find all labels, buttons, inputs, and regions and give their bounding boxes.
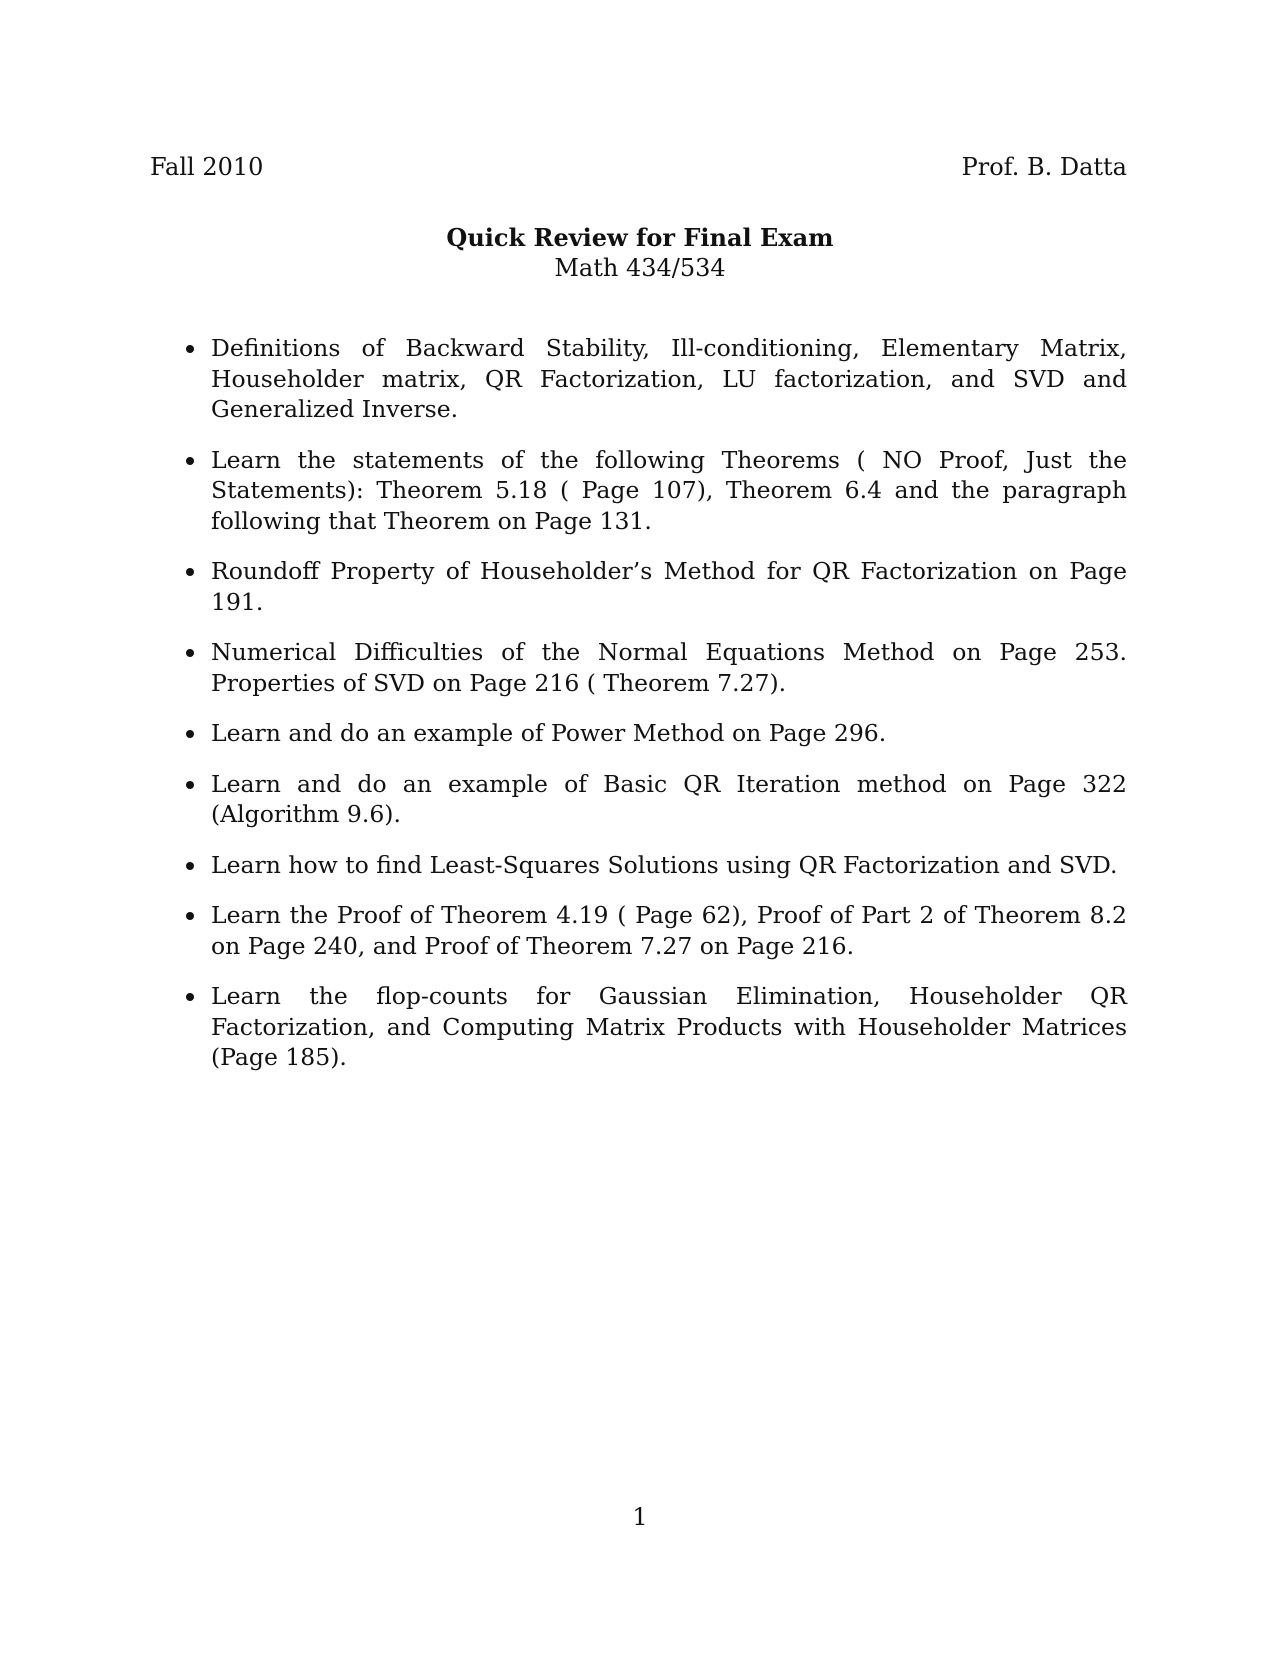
bullet-icon	[186, 649, 194, 657]
list-item	[186, 900, 1127, 961]
review-list	[186, 333, 1127, 1093]
document-title: Quick Review for Final Exam	[446, 223, 834, 252]
page-number: 1	[632, 1503, 648, 1531]
bullet-icon	[186, 730, 194, 738]
list-item	[186, 333, 1127, 425]
title-block	[0, 222, 1280, 284]
list-item	[186, 769, 1127, 830]
list-item-text: Learn the Proof of Theorem 4.19 ( Page 62), Proof of Part 2 of Theorem 8.2 on Page 240, and Proof of Theorem 7.27 on Page 216.	[211, 901, 1127, 960]
bullet-icon	[186, 457, 194, 465]
list-item-text: Learn how to find Least-Squares Solutions using QR Factorization and SVD.	[211, 850, 1118, 879]
list-item	[186, 981, 1127, 1073]
list-item	[186, 445, 1127, 537]
list-item-text: Roundoff Property of Householder’s Method for QR Factorization on Page 191.	[211, 557, 1127, 616]
list-item-text: Learn and do an example of Power Method on Page 296.	[211, 719, 887, 747]
list-item-text: Learn the statements of the following Theorems ( NO Proof, Just the Statements): Theorem 5.18 ( Page 107), Theorem 6.4 and the paragraph following that Theorem on Page 131.	[211, 445, 1127, 535]
list-item	[186, 556, 1127, 617]
list-item	[186, 850, 1127, 881]
list-item	[186, 637, 1127, 698]
list-item-text: Definitions of Backward Stability, Ill-conditioning, Elementary Matrix, Householder matrix, QR Factorization, LU factorization, and SVD and Generalized Inverse.	[211, 334, 1127, 423]
list-item-text: Learn the flop-counts for Gaussian Elimination, Householder QR Factorization, and Computing Matrix Products with Householder Matrices (Page 185).	[211, 982, 1127, 1071]
list-item-text: Numerical Difficulties of the Normal Equations Method on Page 253. Properties of SVD on Page 216 ( Theorem 7.27).	[211, 638, 1127, 697]
semester-label: Fall 2010	[150, 153, 264, 181]
list-item	[186, 718, 1127, 749]
list-item-text: Learn and do an example of Basic QR Iteration method on Page 322 (Algorithm 9.6).	[211, 769, 1127, 828]
bullet-icon	[186, 568, 194, 576]
document-subtitle: Math 434/534	[554, 254, 726, 282]
bullet-icon	[186, 781, 194, 789]
bullet-icon	[186, 862, 194, 870]
bullet-icon	[186, 912, 194, 920]
bullet-icon	[186, 993, 194, 1001]
instructor-label: Prof. B. Datta	[961, 153, 1127, 181]
bullet-icon	[186, 345, 194, 353]
